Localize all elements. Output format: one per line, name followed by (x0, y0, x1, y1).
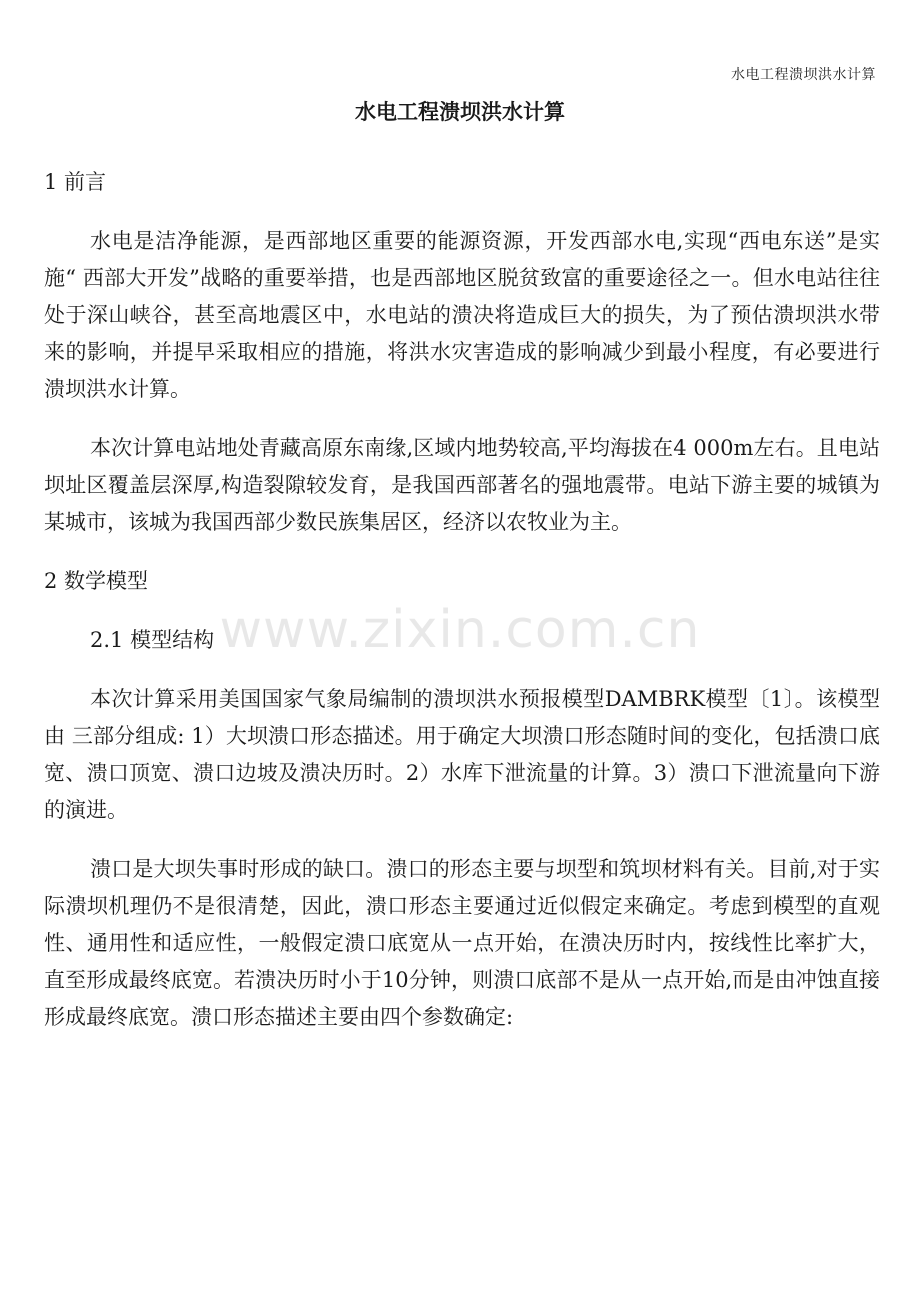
paragraph: 溃口是大坝失事时形成的缺口。溃口的形态主要与坝型和筑坝材料有关。目前,对于实际溃坝机理仍不是很清楚，因此，溃口形态主要通过近似假定来确定。考虑到模型的直观性、通用性和适应性，一般假定溃口底宽从一点开始，在溃决历时内，按线性比率扩大，直至形成最终底宽。若溃决历时小于10分钟，则溃口底部不是从一点开始,而是由冲蚀直接形成最终底宽。溃口形态描述主要由四个参数确定: (44, 857, 880, 1029)
watermark: www.zixin.com.cn (219, 600, 701, 660)
document-body (44, 164, 880, 1058)
paragraph: 本次计算电站地处青藏高原东南缘,区域内地势较高,平均海拔在4 000m左右。且电站坝址区覆盖层深厚,构造裂隙较发育，是我国西部著名的强地震带。电站下游主要的城镇为某城市，该城为我国西部少数民族集居区，经济以农牧业为主。 (44, 436, 880, 534)
subsection-heading-model-structure: 2.1 模型结构 (90, 628, 215, 652)
section-heading-math-model: 2 数学模型 (44, 569, 149, 593)
section-heading-preface: 1 前言 (44, 170, 107, 194)
paragraph: 本次计算采用美国国家气象局编制的溃坝洪水预报模型DAMBRK模型〔1〕。该模型由 三部分组成: 1）大坝溃口形态描述。用于确定大坝溃口形态随时间的变化，包括溃口底宽、溃口顶宽、溃口边坡及溃决历时。2）水库下泄流量的计算。3）溃口下泄流量向下游的演进。 (44, 687, 880, 822)
paragraph: 水电是洁净能源，是西部地区重要的能源资源，开发西部水电,实现“西电东送”是实施“ 西部大开发”战略的重要举措，也是西部地区脱贫致富的重要途径之一。但水电站往往处于深山峡谷，甚至高地震区中，水电站的溃决将造成巨大的损失，为了预估溃坝洪水带来的影响，并提早采取相应的措施，将洪水灾害造成的影响减少到最小程度，有必要进行溃坝洪水计算。 (44, 229, 880, 401)
document-title: 水电工程溃坝洪水计算 (355, 100, 565, 124)
running-header: 水电工程溃坝洪水计算 (731, 67, 876, 83)
